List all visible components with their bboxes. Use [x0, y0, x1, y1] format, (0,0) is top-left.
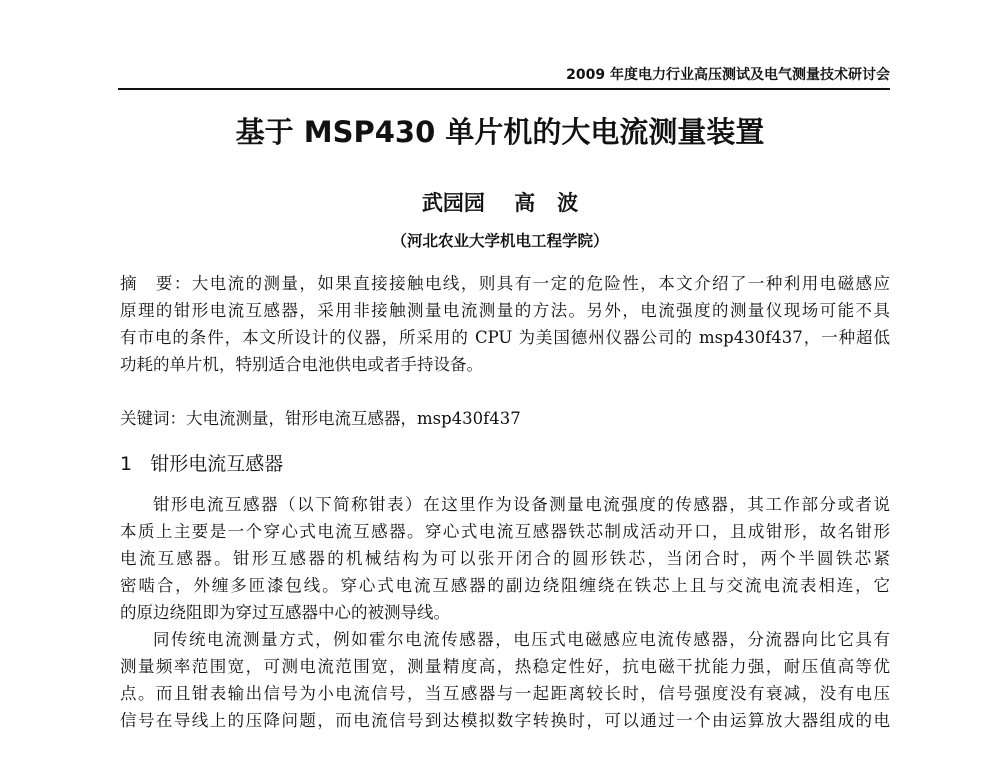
running-header: 2009 年度电力行业高压测试及电气测量技术研讨会 [566, 67, 890, 83]
section-number: 1 [120, 453, 133, 475]
keywords: 关键词：大电流测量，钳形电流互感器，msp430f437 [120, 409, 521, 428]
body-line: 的原边绕阻即为穿过互感器中心的被测导线。 [120, 603, 450, 622]
abstract-line: 原理的钳形电流互感器，采用非接触测量电流测量的方法。另外，电流强度的测量仪现场可能不具 [120, 301, 890, 320]
affiliation: （河北农业大学机电工程学院） [391, 231, 609, 250]
body-line: 钳形电流互感器（以下简称钳表）在这里作为设备测量电流强度的传感器，其工作部分或者说 [153, 495, 890, 514]
abstract-text: 大电流的测量，如果直接接触电线，则具有一定的危险性，本文介绍了一种利用电磁感应 [191, 274, 891, 293]
body-line: 测量频率范围宽，可测电流范围宽，测量精度高，热稳定性好，抗电磁干扰能力强，耐压值高等优 [120, 657, 890, 676]
header-rule [118, 88, 890, 90]
abstract-line: 有市电的条件，本文所设计的仪器，所采用的 CPU 为美国德州仪器公司的 msp430f437，一种超低 [120, 328, 890, 347]
body-line: 密啮合，外缠多匝漆包线。穿心式电流互感器的副边绕阻缠绕在铁芯上且与交流电流表相连，它 [120, 576, 890, 595]
body-line: 信号在导线上的压降问题，而电流信号到达模拟数字转换时，可以通过一个由运算放大器组成的电 [120, 711, 890, 730]
body-line: 同传统电流测量方式，例如霍尔电流传感器，电压式电磁感应电流传感器，分流器向比它具有 [153, 630, 890, 649]
paper-title: 基于 MSP430 单片机的大电流测量装置 [235, 115, 765, 149]
section-title: 钳形电流互感器 [150, 453, 284, 475]
abstract-line [120, 271, 890, 297]
authors: 武园园 高 波 [421, 190, 579, 215]
body-line: 电流互感器。钳形互感器的机械结构为可以张开闭合的圆形铁芯，当闭合时，两个半圆铁芯紧 [120, 549, 890, 568]
section-heading [120, 449, 283, 476]
body-line: 点。而且钳表输出信号为小电流信号，当互感器与一起距离较长时，信号强度没有衰减，没有电压 [120, 684, 890, 703]
body-line: 本质上主要是一个穿心式电流互感器。穿心式电流互感器铁芯制成活动开口，且成钳形，故名钳形 [120, 522, 890, 541]
abstract-line: 功耗的单片机，特别适合电池供电或者手持设备。 [120, 355, 483, 374]
abstract-label: 摘 要： [120, 274, 192, 293]
